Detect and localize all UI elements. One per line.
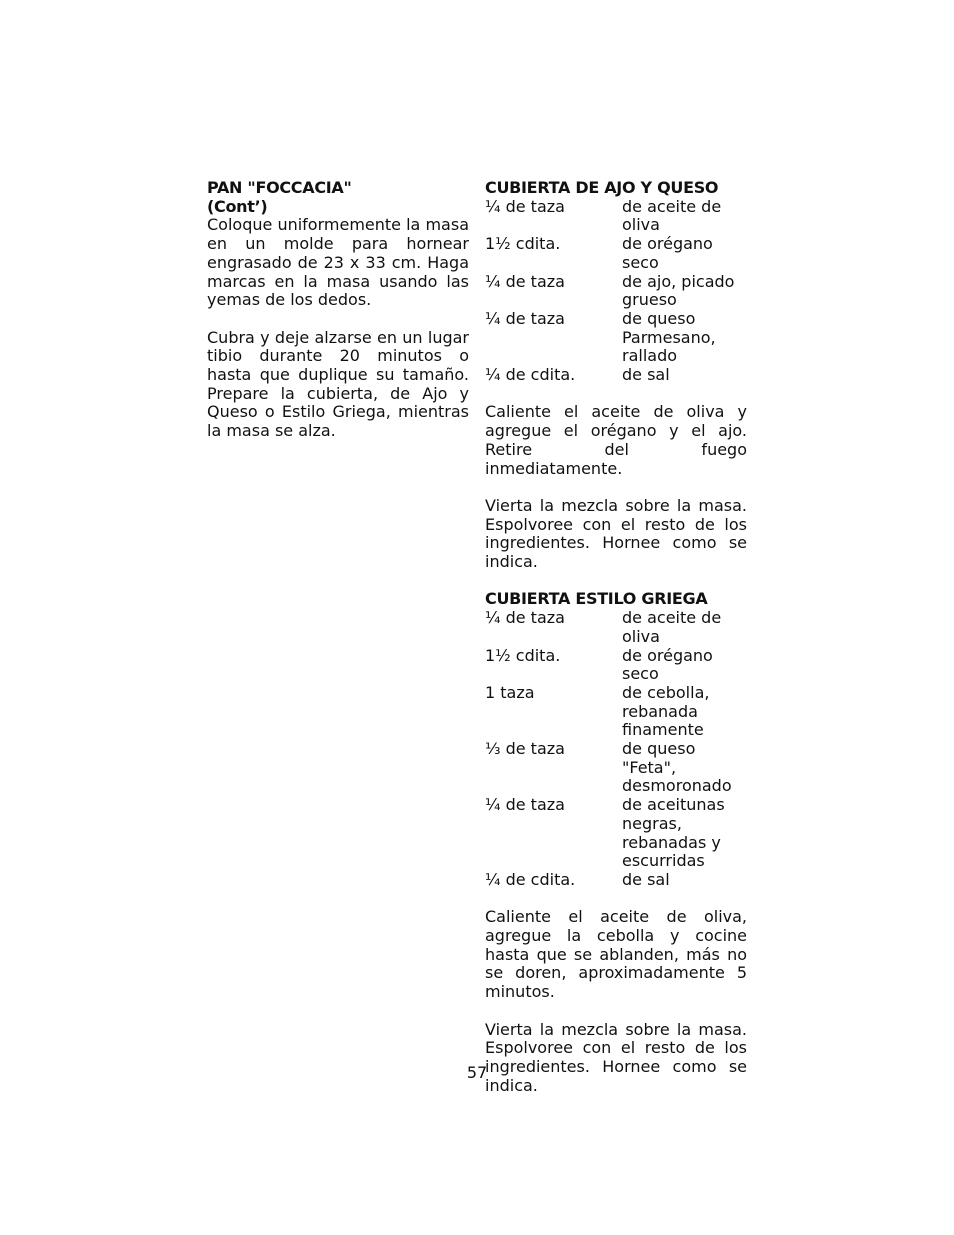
ingredient-quantity: ¼ de taza — [485, 608, 565, 628]
ingredient-row — [485, 198, 747, 235]
paragraph: Caliente el aceite de oliva y agregue el orégano y el ajo. Retire del fuego inmediatamente. — [485, 402, 747, 478]
ingredient-quantity: ¼ de taza — [485, 196, 565, 216]
ingredient-name: de queso Parmesano, rallado — [622, 308, 716, 366]
ingredient-row — [485, 796, 747, 871]
recipe-subtitle: (Cont’) — [207, 196, 268, 216]
ingredient-quantity: ¼ de cdita. — [485, 869, 576, 889]
ingredient-row — [485, 647, 747, 684]
ingredient-list-ajo — [485, 198, 747, 385]
ingredient-list-griega — [485, 609, 747, 890]
ingredient-name: de sal — [622, 869, 670, 889]
left-column — [207, 179, 469, 441]
ingredient-name: de aceitunas negras, rebanadas y escurridas — [622, 795, 725, 871]
ingredient-quantity: ¼ de cdita. — [485, 365, 576, 385]
paragraph: Vierta la mezcla sobre la masa. Espolvoree con el resto de los ingredientes. Hornee como se indica. — [485, 1019, 747, 1095]
ingredient-name: de cebolla, rebanada finamente — [622, 682, 710, 740]
ingredient-row — [485, 740, 747, 796]
recipe-title: PAN "FOCCACIA" — [207, 178, 352, 197]
ingredient-row — [485, 871, 747, 890]
ingredient-quantity: ⅓ de taza — [485, 739, 565, 759]
ingredient-quantity: ¼ de taza — [485, 271, 565, 291]
ingredient-name: de aceite de oliva — [622, 608, 722, 646]
ingredient-quantity: ¼ de taza — [485, 308, 565, 328]
ingredient-name: de aceite de oliva — [622, 196, 722, 235]
ingredient-name: de orégano seco — [622, 234, 713, 272]
page-number: 57 — [466, 1063, 488, 1082]
paragraph: Vierta la mezcla sobre la masa. Espolvoree con el resto de los ingredientes. Hornee como se indica. — [485, 495, 747, 572]
ingredient-row — [485, 235, 747, 272]
paragraph: Cubra y deje alzarse en un lugar tibio durante 20 minutos o hasta que duplique su tamaño. Prepare la cubierta, de Ajo y Queso o Estilo Griega, mientras la masa se alza. — [207, 327, 469, 441]
ingredient-row — [485, 609, 747, 646]
ingredient-name: de ajo, picado grueso — [622, 271, 735, 310]
ingredient-quantity: 1 taza — [485, 682, 535, 702]
ingredient-name: de queso "Feta", desmoronado — [622, 739, 732, 796]
ingredient-row — [485, 684, 747, 740]
ingredient-row — [485, 310, 747, 366]
ingredient-name: de sal — [622, 365, 670, 385]
ingredient-name: de orégano seco — [622, 645, 713, 684]
paragraph: Caliente el aceite de oliva, agregue la cebolla y cocine hasta que se ablanden, más no se doren, aproximadamente 5 minutos. — [485, 907, 747, 1002]
section-title-estilo-griega: CUBIERTA ESTILO GRIEGA — [485, 589, 708, 609]
right-column — [485, 179, 747, 1095]
paragraph: Coloque uniformemente la masa en un molde para hornear engrasado de 23 x 33 cm. Haga marcas en la masa usando las yemas de los dedos. — [207, 215, 469, 310]
ingredient-row — [485, 273, 747, 310]
ingredient-row — [485, 366, 747, 385]
ingredient-quantity: 1½ cdita. — [485, 645, 561, 665]
ingredient-quantity: 1½ cdita. — [485, 234, 561, 254]
ingredient-quantity: ¼ de taza — [485, 795, 565, 815]
section-title-ajo-queso: CUBIERTA DE AJO Y QUESO — [485, 178, 719, 197]
